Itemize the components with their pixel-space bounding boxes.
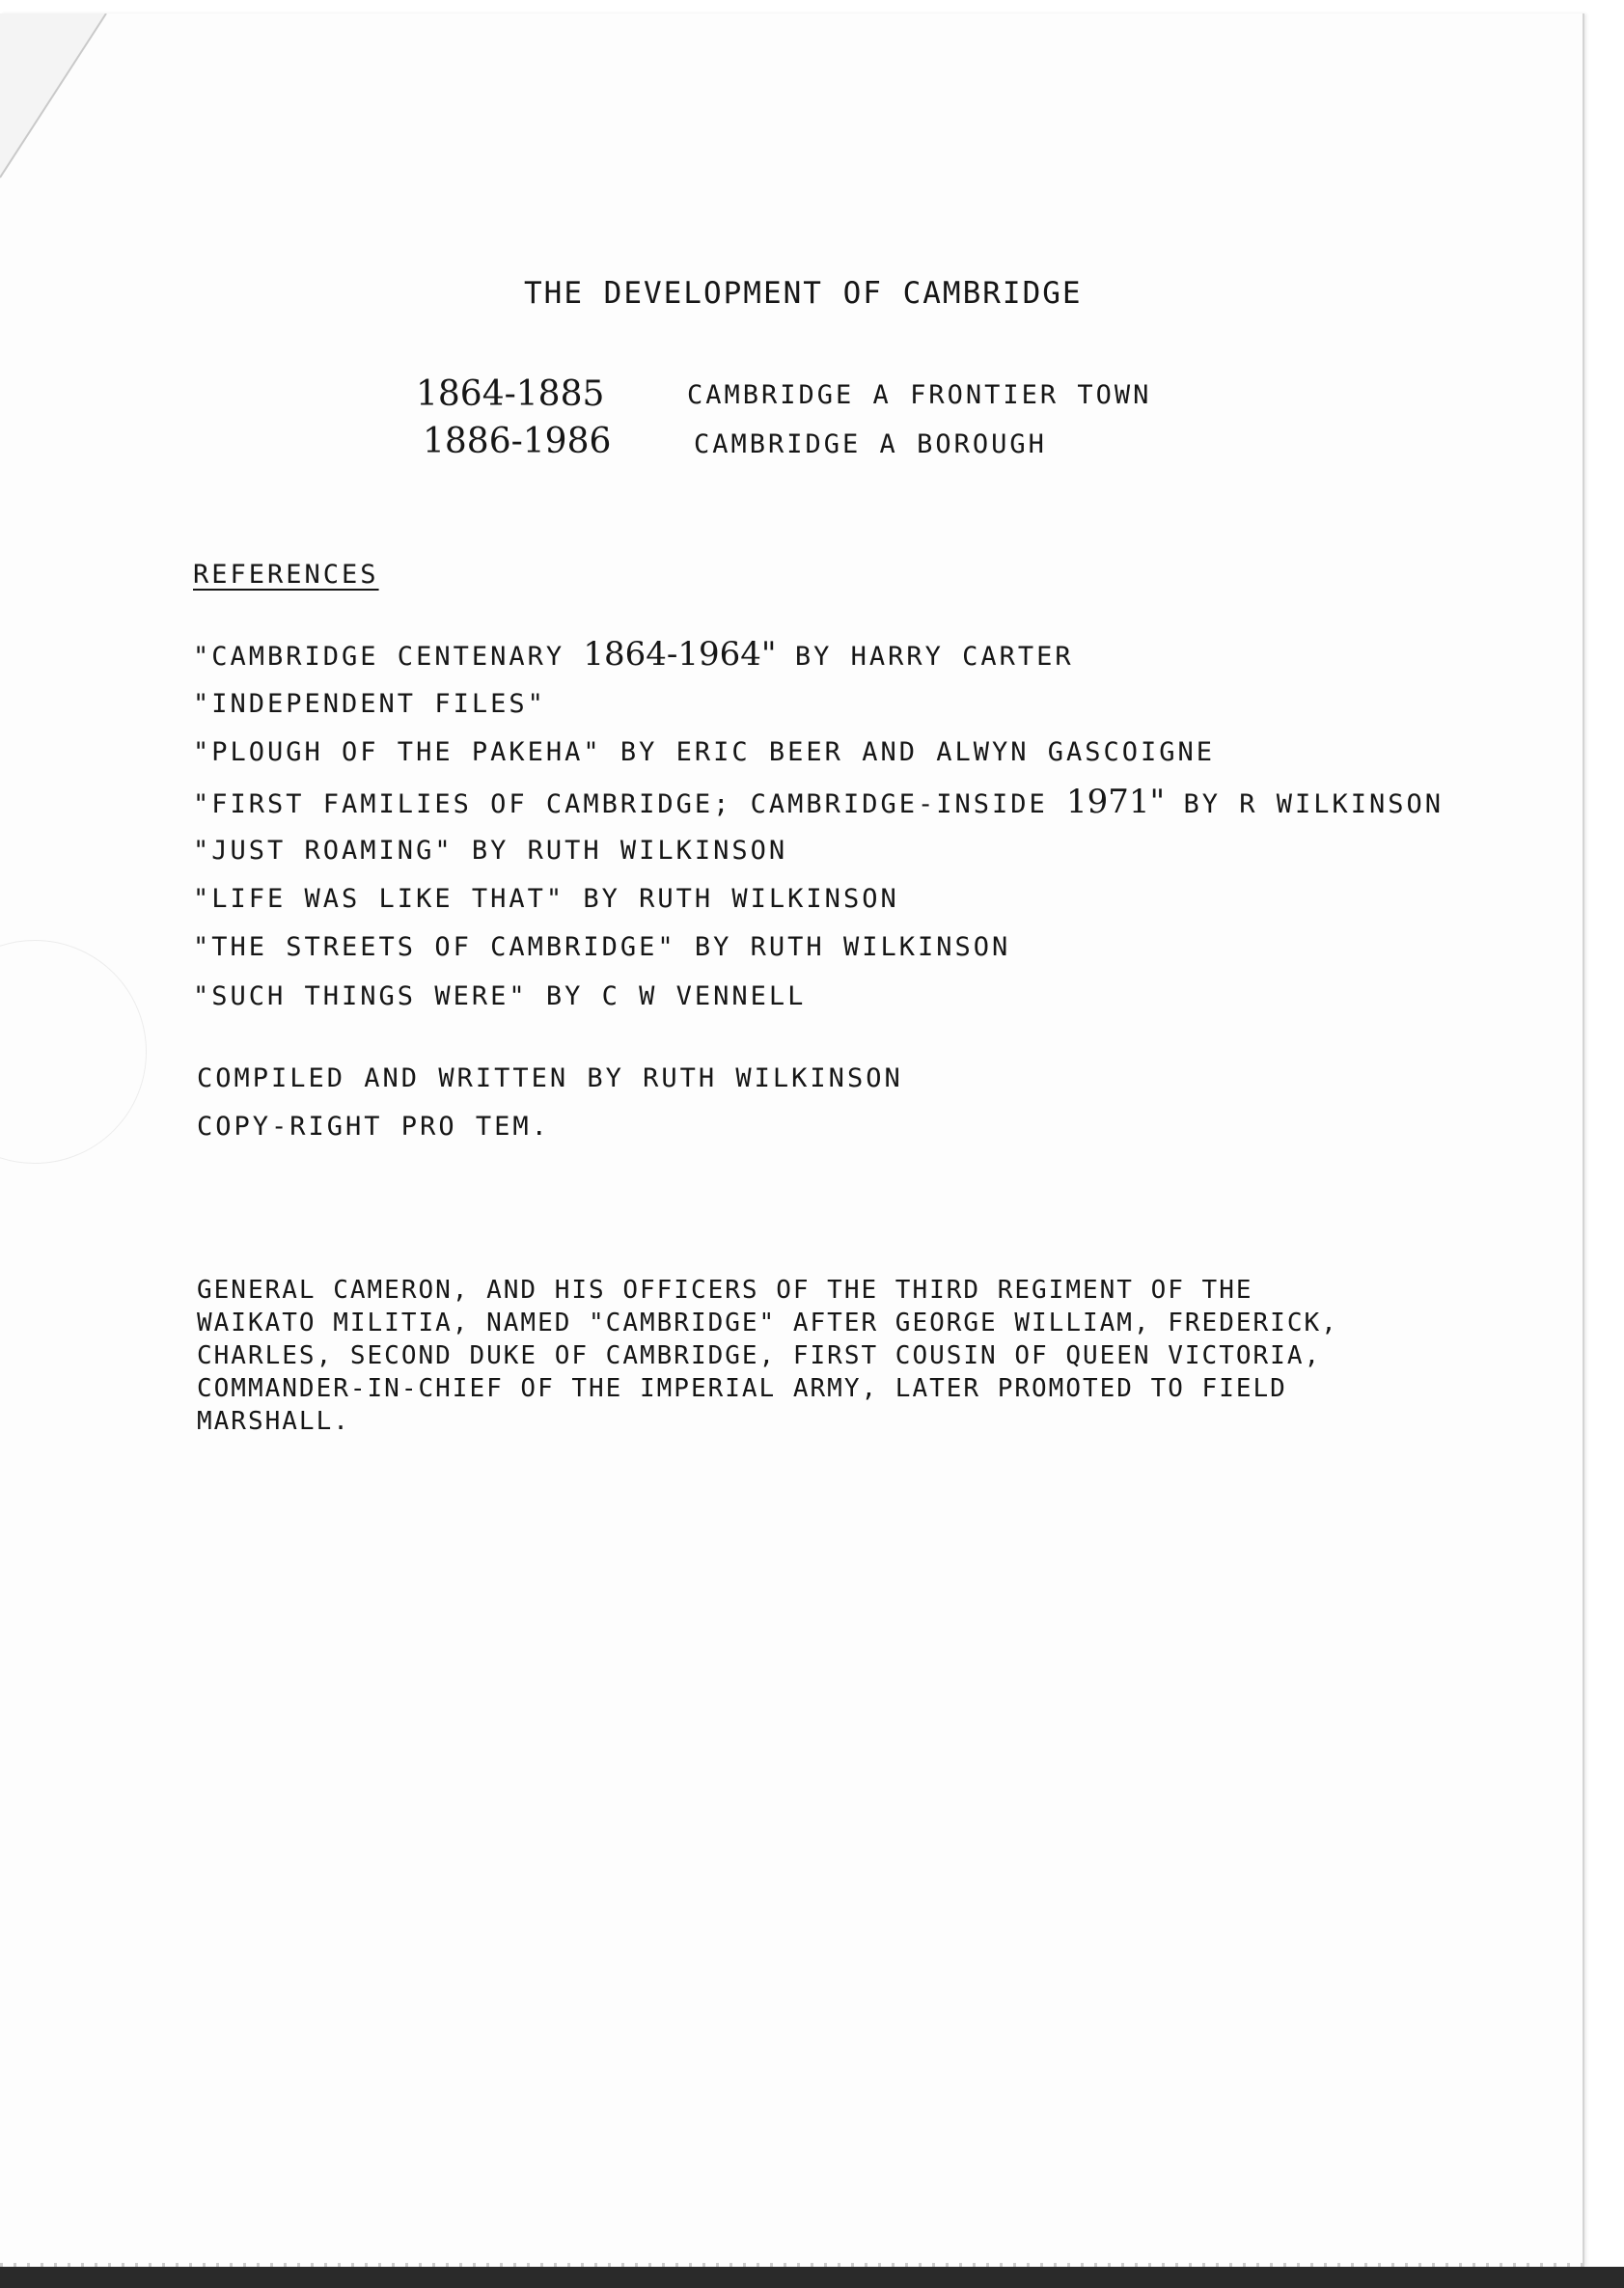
- body-paragraph: GENERAL CAMERON, AND HIS OFFICERS OF THE THIRD REGIMENT OF THE WAIKATO MILITIA, NAMED "CAMBRIDGE" AFTER GEORGE WILLIAM, FREDERICK, CHARLES, SECOND DUKE OF CAMBRIDGE, FIRST COUSIN OF QUEEN VICTORIA, COMMANDER-IN-CHIEF OF THE IMPERIAL ARMY, LATER PROMOTED TO FIELD MARSHALL.: [197, 1276, 1338, 1436]
- reference-item: "FIRST FAMILIES OF CAMBRIDGE; CAMBRIDGE-INSIDE 1971" BY R WILKINSON: [193, 783, 1445, 821]
- references-heading: REFERENCES: [193, 560, 379, 590]
- reference-item: "PLOUGH OF THE PAKEHA" BY ERIC BEER AND ALWYN GASCOIGNE: [193, 737, 1216, 767]
- reference-item: "JUST ROAMING" BY RUTH WILKINSON: [193, 836, 788, 866]
- period-years: 1864-1885: [416, 374, 605, 414]
- reference-item: "CAMBRIDGE CENTENARY 1864-1964" BY HARRY CARTER: [193, 635, 1074, 674]
- scan-bottom-edge: [0, 2267, 1624, 2288]
- folded-corner-shadow: [0, 14, 116, 187]
- compiled-by: COMPILED AND WRITTEN BY RUTH WILKINSON: [197, 1063, 903, 1093]
- period-description: CAMBRIDGE A FRONTIER TOWN: [687, 380, 1152, 410]
- copyright-note: COPY-RIGHT PRO TEM.: [197, 1112, 550, 1142]
- reference-item: "SUCH THINGS WERE" BY C W VENNELL: [193, 981, 807, 1011]
- punch-hole-shadow: [0, 940, 147, 1164]
- reference-item: "LIFE WAS LIKE THAT" BY RUTH WILKINSON: [193, 884, 899, 914]
- document-title: THE DEVELOPMENT OF CAMBRIDGE: [524, 276, 1083, 311]
- period-description: CAMBRIDGE A BOROUGH: [694, 429, 1047, 459]
- reference-item: "THE STREETS OF CAMBRIDGE" BY RUTH WILKINSON: [193, 932, 1011, 962]
- period-years: 1886-1986: [423, 422, 612, 461]
- reference-item: "INDEPENDENT FILES": [193, 689, 546, 719]
